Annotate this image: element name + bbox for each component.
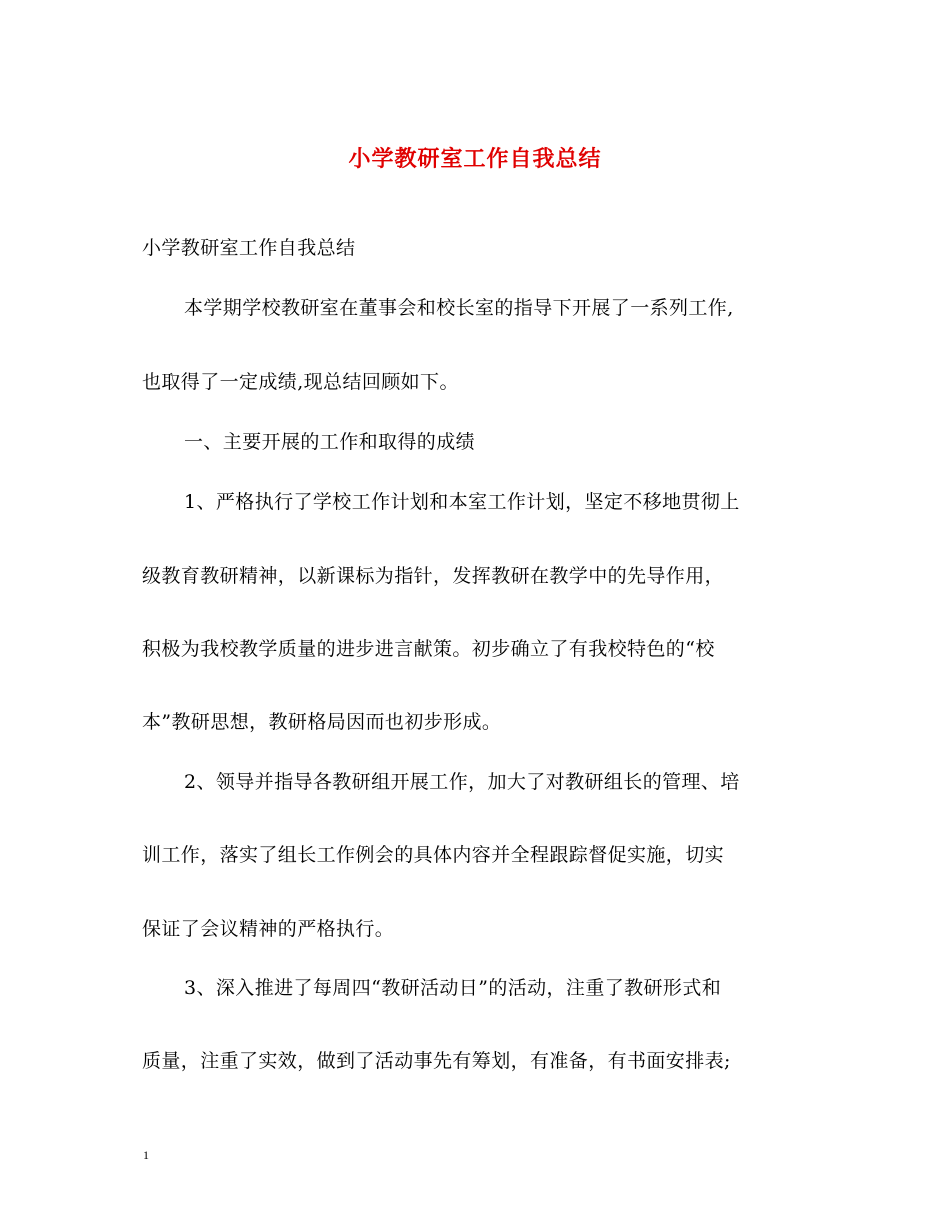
section-heading: 一、主要开展的工作和取得的成绩 xyxy=(184,431,476,453)
paragraph-line: 1、严格执行了学校工作计划和本室工作计划，坚定不移地贯彻上 xyxy=(184,491,740,513)
paragraph-line: 3、深入推进了每周四“教研活动日”的活动，注重了教研形式和 xyxy=(184,977,722,999)
paragraph-line: 本”教研思想，教研格局因而也初步形成。 xyxy=(142,711,502,733)
paragraph-line: 本学期学校教研室在董事会和校长室的指导下开展了一系列工作, xyxy=(184,297,734,319)
document-subtitle-line: 小学教研室工作自我总结 xyxy=(142,237,356,259)
document-title: 小学教研室工作自我总结 xyxy=(348,146,602,172)
paragraph-line: 积极为我校教学质量的进步进言献策。初步确立了有我校特色的“校 xyxy=(142,638,715,660)
paragraph-line: 保证了会议精神的严格执行。 xyxy=(142,918,395,940)
paragraph-line: 训工作，落实了组长工作例会的具体内容并全程跟踪督促实施，切实 xyxy=(142,844,725,866)
paragraph-line: 2、领导并指导各教研组开展工作，加大了对教研组长的管理、培 xyxy=(184,771,740,793)
paragraph-line: 质量，注重了实效，做到了活动事先有筹划，有准备，有书面安排表; xyxy=(142,1050,731,1072)
paragraph-line: 也取得了一定成绩,现总结回顾如下。 xyxy=(142,371,459,393)
page-number: 1 xyxy=(143,1148,149,1162)
paragraph-line: 级教育教研精神，以新课标为指针，发挥教研在教学中的先导作用， xyxy=(142,565,725,587)
